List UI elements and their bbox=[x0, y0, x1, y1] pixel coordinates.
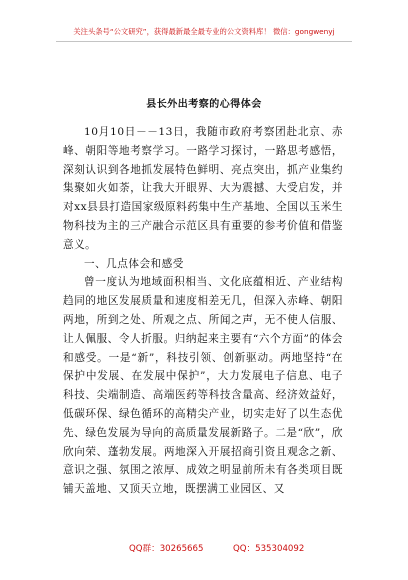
body-paragraph: 曾一度认为地域面积相当、文化底蕴相近、产业结构趋同的地区发展质量和速度相差无几，但深入赤峰、朝阳两地，所到之处、所观之点、所闻之声，无不使人信服、让人佩服、令人折服。归纳起来主要有“六个方面”的体会和感受。一是“新”，科技引领、创新驱动。两地坚持“在保护中发展、在发展中保护”，大力发展电子信息、电子科技、尖端制造、高端医药等科技含量高、经济效益好，低碳环保、绿色循环的高精尖产业，切实走好了以生态优先、绿色发展为导向的高质量发展新路子。二是“欣”，欣欣向荣、蓬勃发展。两地深入开展招商引资且观念之新、意识之强、氛围之浓厚、成效之明显前所未有各类项目既铺天盖地、又顶天立地，既摆满工业园区、又 bbox=[63, 276, 343, 496]
footer-qq-group: QQ群：30265665 bbox=[129, 544, 204, 554]
document-title: 县长外出考察的心得体会 bbox=[146, 99, 262, 110]
header-divider bbox=[56, 41, 352, 42]
document-body bbox=[63, 123, 343, 499]
header-banner: 关注头条号“公文研究”，获得最新最全最专业的公文资料库！ 微信：gongwenyj bbox=[73, 27, 335, 36]
footer-qq: QQ：535304092 bbox=[233, 544, 305, 554]
footer bbox=[0, 542, 408, 556]
intro-paragraph: 10月10日－－13日，我随市政府考察团赴北京、赤峰、朝阳等地考察学习。一路学习探讨，一路思考感悟，深刻认识到各地抓发展特色鲜明、亮点突出，抓产业集约集聚如火如荼，让我大开眼界、大为震撼、大受启发，并对xx县县打造国家级原料药集中生产基地、全国以玉米生物科技为主的三产融合示范区具有重要的参考价值和借鉴意义。 bbox=[63, 126, 343, 251]
section-heading: 一、几点体会和感受 bbox=[84, 257, 184, 270]
